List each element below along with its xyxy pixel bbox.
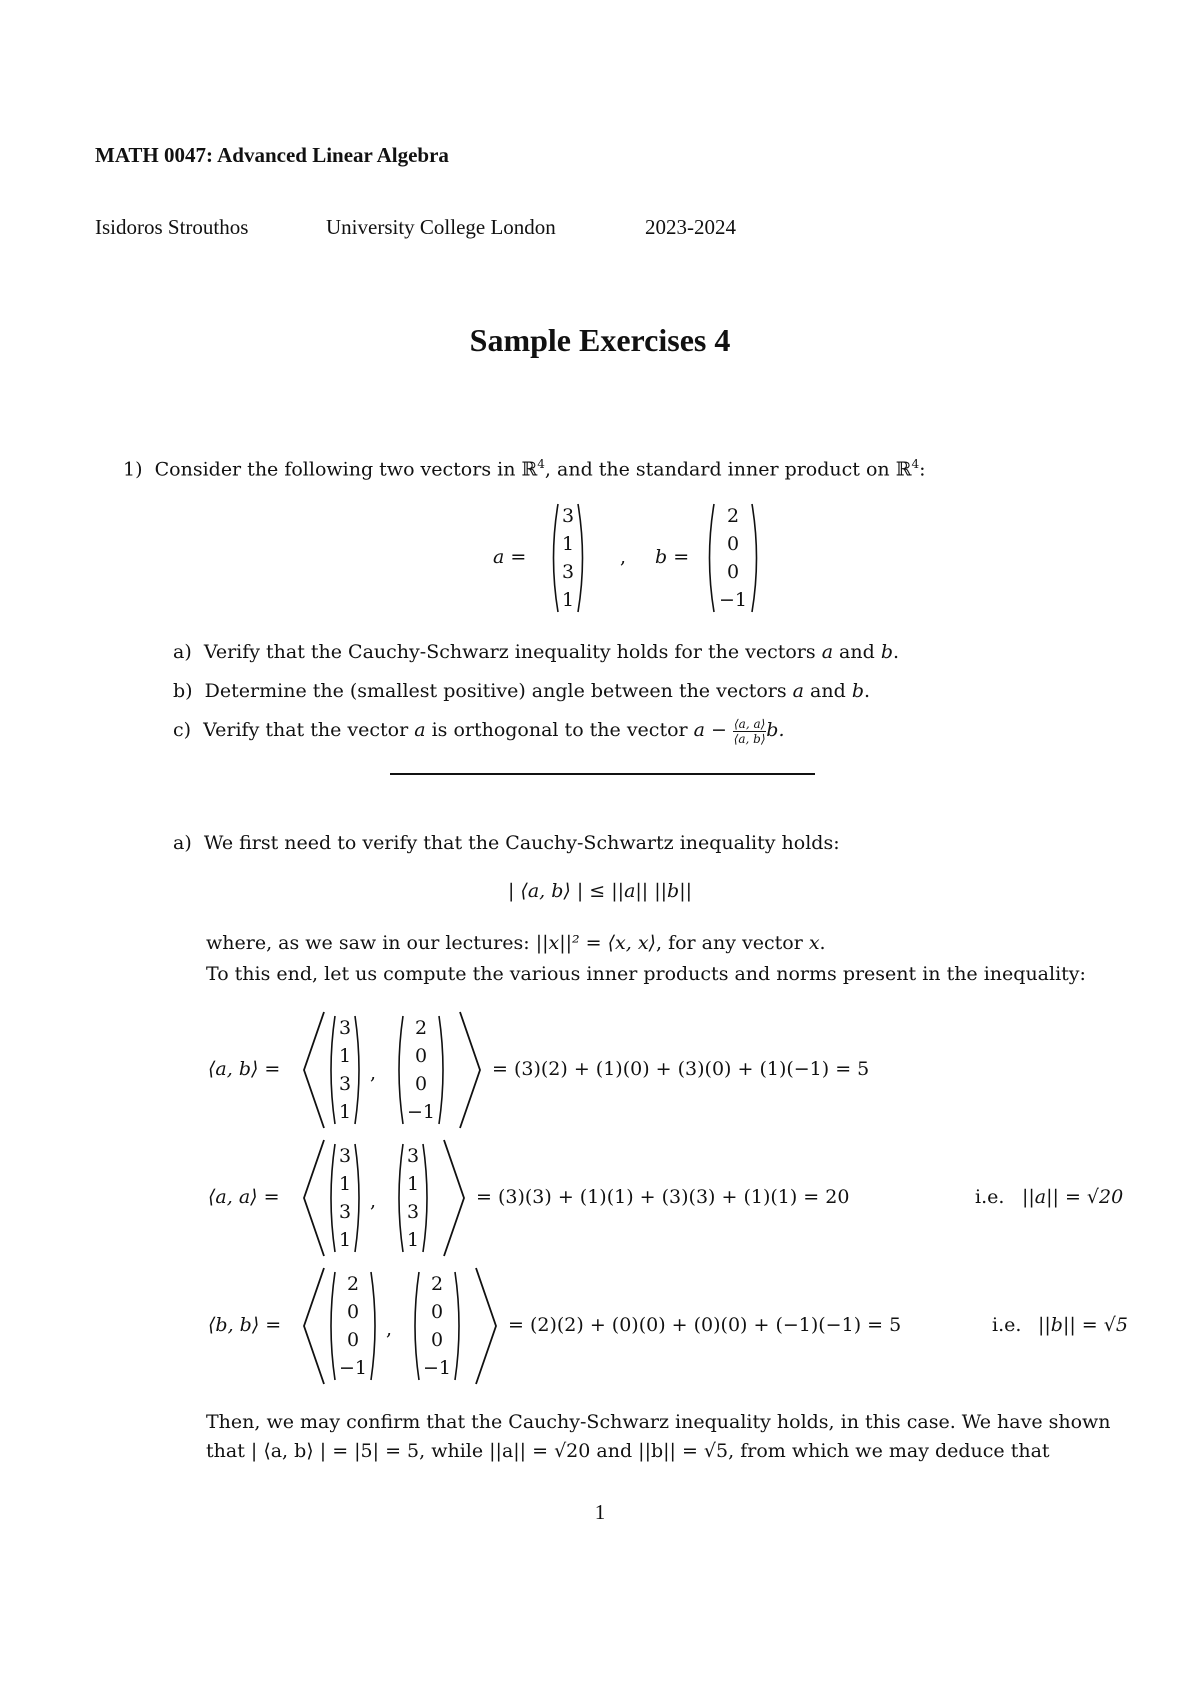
- institution: University College London: [326, 215, 556, 239]
- vector-entry: 3: [338, 1145, 352, 1167]
- part-text: is orthogonal to the vector: [425, 719, 694, 741]
- row-lhs: ⟨b, b⟩ =: [208, 1314, 282, 1336]
- row-rhs: = (3)(3) + (1)(1) + (3)(3) + (1)(1) = 20: [476, 1186, 850, 1208]
- author: Isidoros Strouthos: [95, 215, 249, 239]
- vector-entry: 0: [414, 1045, 428, 1067]
- where-end: .: [819, 932, 826, 954]
- var: b: [880, 641, 893, 663]
- var: a: [414, 719, 426, 741]
- part-text: Verify that the vector: [203, 719, 415, 741]
- part-a: [173, 638, 899, 666]
- where-text: where, as we saw in our lectures:: [206, 932, 536, 954]
- divider: [390, 773, 815, 775]
- exponent: 4: [537, 457, 545, 471]
- where-line: [206, 929, 826, 957]
- var: a −: [693, 719, 727, 741]
- ie-label: i.e.: [992, 1314, 1022, 1336]
- var: a: [821, 641, 834, 663]
- part-end: b.: [766, 719, 785, 741]
- vector-entry: 1: [338, 1045, 352, 1067]
- academic-year: 2023-2024: [645, 215, 736, 239]
- part-label: b): [173, 680, 193, 702]
- vector-entry: 1: [561, 533, 575, 555]
- left-angle-bracket-icon: [300, 1010, 328, 1130]
- norm-result: ||a|| = √20: [1022, 1186, 1124, 1208]
- page-title: Sample Exercises 4: [469, 322, 731, 358]
- left-angle-bracket-icon: [300, 1266, 328, 1386]
- vector-entry: 2: [346, 1273, 360, 1295]
- comma: ,: [370, 1190, 377, 1212]
- exponent-2: 4: [911, 457, 920, 471]
- question-number: 1): [123, 458, 143, 481]
- ie-label: i.e.: [975, 1186, 1005, 1208]
- comma: ,: [370, 1062, 377, 1084]
- part-label: c): [173, 719, 192, 741]
- conclusion-line-2: that | ⟨a, b⟩ | = |5| = 5, while ||a|| = √20 and ||b|| = √5, from which we may deduce that: [206, 1440, 1050, 1462]
- var-x: x: [808, 932, 820, 954]
- vector-entry: −1: [718, 589, 747, 611]
- row-lhs: ⟨a, a⟩ =: [208, 1186, 280, 1208]
- real-symbol-2: ℝ: [895, 458, 912, 481]
- comma: ,: [386, 1318, 393, 1340]
- row-vector: [394, 1014, 448, 1126]
- intro-text: Consider the following two vectors in: [154, 458, 522, 481]
- intro-colon: :: [919, 458, 926, 481]
- row-vector: [394, 1142, 432, 1254]
- page-number: 1: [594, 1500, 606, 1524]
- part-label: a): [173, 641, 192, 663]
- vector-a: [548, 502, 588, 614]
- conclusion-line-1: Then, we may confirm that the Cauchy-Schwarz inequality holds, in this case. We have shown: [206, 1411, 1111, 1433]
- vector-entry: 0: [430, 1329, 444, 1351]
- real-symbol: ℝ: [521, 458, 538, 481]
- fraction: [733, 717, 766, 746]
- vector-entry: −1: [422, 1357, 451, 1379]
- vector-entry: 0: [414, 1073, 428, 1095]
- vector-entry: 2: [726, 505, 740, 527]
- row-vector: [410, 1270, 464, 1382]
- vector-entry: 2: [430, 1273, 444, 1295]
- vector-entry: 2: [414, 1017, 428, 1039]
- to-this-end-line: To this end, let us compute the various inner products and norms present in the inequality:: [206, 963, 1086, 985]
- right-angle-bracket-icon: [456, 1010, 484, 1130]
- a-label: a =: [493, 546, 527, 568]
- row-vector: [326, 1142, 364, 1254]
- vector-entry: 3: [406, 1145, 420, 1167]
- vector-entry: 3: [406, 1201, 420, 1223]
- vector-entry: 1: [406, 1229, 420, 1251]
- norm-result: ||b|| = √5: [1038, 1314, 1128, 1336]
- solution-label: a): [173, 832, 192, 854]
- vector-entry: 1: [561, 589, 575, 611]
- vector-entry: 0: [726, 561, 740, 583]
- row-vector: [326, 1270, 380, 1382]
- vector-entry: 3: [338, 1201, 352, 1223]
- norm-definition: ||x||² = ⟨x, x⟩: [535, 932, 656, 954]
- part-c: [173, 716, 785, 746]
- vector-entry: 0: [430, 1301, 444, 1323]
- course-title: MATH 0047: Advanced Linear Algebra: [95, 143, 449, 167]
- vector-entry: 1: [406, 1173, 420, 1195]
- fraction-numerator: ⟨a, a⟩: [733, 716, 766, 731]
- vector-entry: 1: [338, 1173, 352, 1195]
- question-intro: [123, 450, 926, 483]
- b-label: b =: [655, 546, 690, 568]
- var: b: [851, 680, 864, 702]
- vector-entry: −1: [406, 1101, 435, 1123]
- part-text: Verify that the Cauchy-Schwarz inequality holds for the vectors: [203, 641, 822, 663]
- solution-intro: [173, 829, 840, 857]
- vector-entry: 3: [338, 1073, 352, 1095]
- vector-entry: 1: [338, 1101, 352, 1123]
- part-end: .: [893, 641, 900, 663]
- vector-entry: 3: [561, 561, 575, 583]
- right-angle-bracket-icon: [440, 1138, 468, 1258]
- part-b: [173, 677, 870, 705]
- row-rhs: = (2)(2) + (0)(0) + (0)(0) + (−1)(−1) = 5: [508, 1314, 902, 1336]
- left-angle-bracket-icon: [300, 1138, 328, 1258]
- vector-entry: 0: [346, 1301, 360, 1323]
- vector-entry: 0: [346, 1329, 360, 1351]
- row-vector: [326, 1014, 364, 1126]
- vector-entry: 1: [338, 1229, 352, 1251]
- vector-entry: 0: [726, 533, 740, 555]
- vector-entry: −1: [338, 1357, 367, 1379]
- vector-entry: 3: [561, 505, 575, 527]
- intro-text-2: , and the standard inner product on: [544, 458, 896, 481]
- part-end: .: [863, 680, 871, 702]
- vector-b: [704, 502, 762, 614]
- part-text: and: [833, 641, 881, 663]
- part-text: and: [804, 680, 852, 702]
- row-rhs: = (3)(2) + (1)(0) + (3)(0) + (1)(−1) = 5: [492, 1058, 870, 1080]
- part-text: Determine the (smallest positive) angle between the vectors: [204, 680, 793, 702]
- solution-text: We first need to verify that the Cauchy-Schwartz inequality holds:: [203, 832, 840, 854]
- var: a: [792, 680, 804, 702]
- fraction-denominator: ⟨a, b⟩: [733, 731, 766, 746]
- row-lhs: ⟨a, b⟩ =: [208, 1058, 281, 1080]
- right-angle-bracket-icon: [472, 1266, 500, 1386]
- comma: ,: [620, 546, 627, 568]
- cs-inequality: | ⟨a, b⟩ | ≤ ||a|| ||b||: [507, 880, 693, 902]
- where-text-2: , for any vector: [655, 932, 809, 954]
- vector-entry: 3: [338, 1017, 352, 1039]
